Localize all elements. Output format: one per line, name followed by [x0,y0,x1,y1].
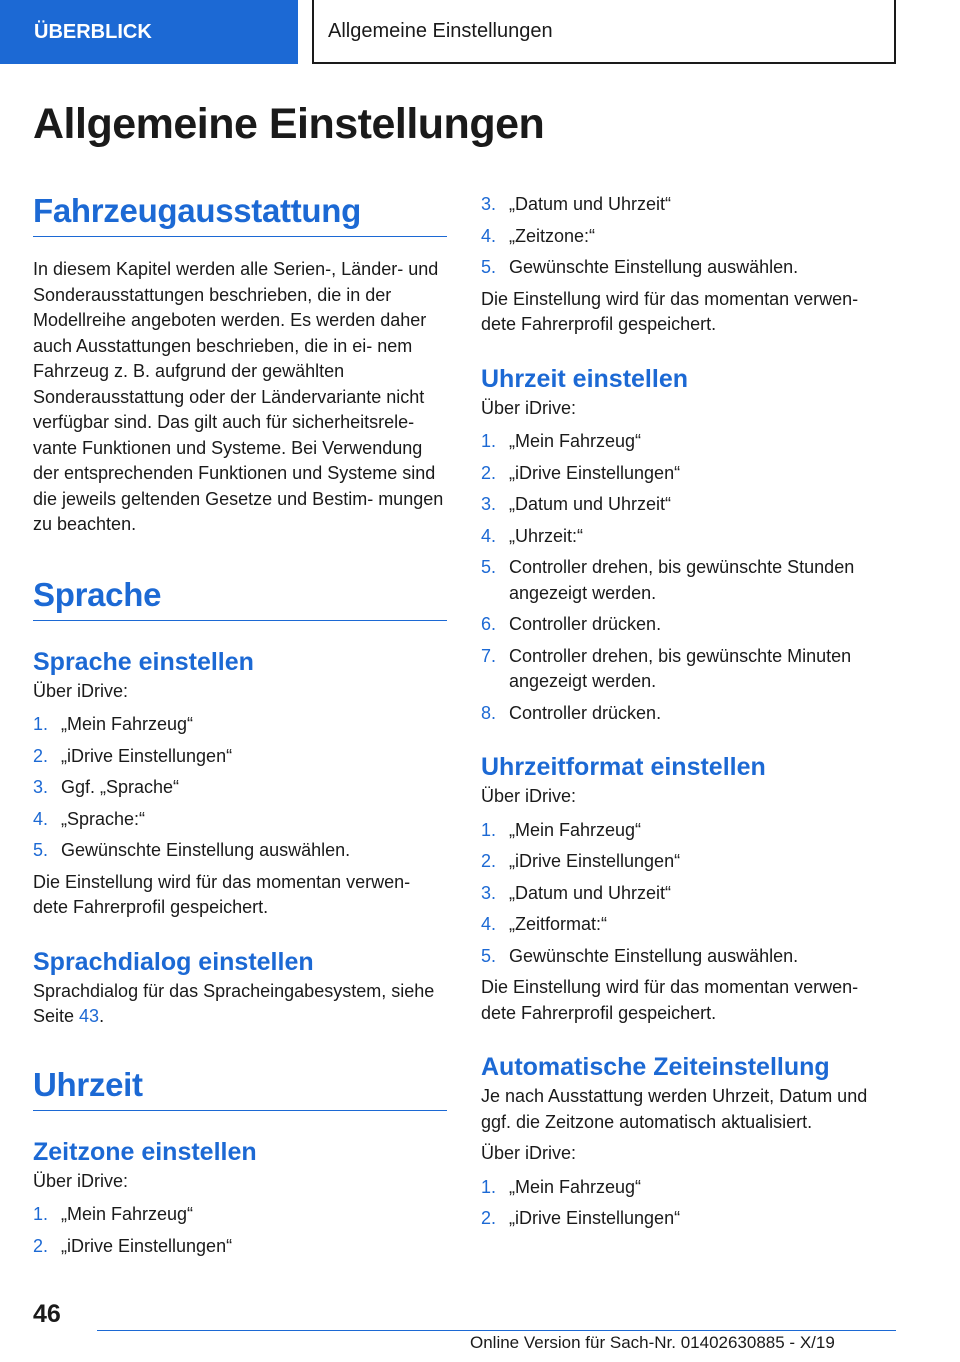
list-item [481,192,895,218]
step-number: 3. [481,194,497,214]
step-text: Controller drücken. [509,614,662,634]
heading-uhrzeit: Uhrzeit [33,1066,447,1111]
step-number: 5. [481,945,497,966]
step-text: „Mein Fahrzeug“ [509,1176,642,1197]
steps-sprache [33,712,447,864]
paragraph-automatische-zeiteinstellung: Je nach Ausstattung werden Uhrzeit, Datum und ggf. die Zeitzone automatisch aktualisiert. [481,1086,868,1132]
list-item [481,881,895,907]
step-number: 3. [481,882,497,903]
step-number: 3. [33,777,49,797]
step-text: „iDrive Einstellungen“ [509,851,681,871]
step-number: 6. [481,614,497,634]
steps-zeitzone-continued [481,192,895,281]
footer-online-version: Online Version für Sach-Nr. 01402630885 - X/19 [470,1333,835,1352]
list-item [33,712,447,738]
step-text: Controller drehen, bis gewünschte Stunden angezeigt werden. [509,557,855,603]
heading-sprachdialog: Sprachdialog einstellen [33,947,314,976]
steps-zeitzone [33,1202,447,1259]
step-text: „Datum und Uhrzeit“ [509,194,672,214]
steps-uhrzeit [481,429,895,726]
step-text: „iDrive Einstellungen“ [61,745,233,766]
step-number: 8. [481,702,497,723]
heading-automatische-zeiteinstellung: Automatische Zeiteinstellung [481,1053,830,1081]
list-item [481,612,895,638]
page-title: Allgemeine Einstellungen [33,100,545,148]
note-sprache: Die Einstellung wird für das momentan verwen- dete Fahrerprofil gespeichert. [33,871,411,917]
step-number: 2. [481,462,497,483]
step-text: „Mein Fahrzeug“ [61,714,194,734]
step-number: 4. [33,808,49,829]
list-item [33,775,447,801]
intro-zeitzone: Über iDrive: [33,1170,129,1191]
step-number: 4. [481,914,497,934]
intro-sprache: Über iDrive: [33,680,129,701]
intro-automatische-zeiteinstellung: Über iDrive: [481,1143,577,1163]
list-item [481,912,895,938]
step-text: Gewünschte Einstellung auswählen. [509,257,799,277]
list-item [33,807,447,833]
heading-uhrzeitformat: Uhrzeitformat einstellen [481,753,766,781]
step-text: „iDrive Einstellungen“ [509,462,681,483]
step-number: 1. [481,819,497,840]
list-item [481,1175,895,1201]
step-text: „Zeitzone:“ [509,225,596,246]
step-text: „Mein Fahrzeug“ [61,1204,194,1224]
step-number: 2. [33,745,49,766]
section-tab[interactable]: ÜBERBLICK [0,0,298,64]
list-item [481,701,895,727]
list-item [33,1234,447,1260]
list-item [481,555,895,606]
step-text: „Datum und Uhrzeit“ [509,494,672,514]
step-text: Controller drücken. [509,702,662,723]
list-item [33,1202,447,1228]
step-text: „iDrive Einstellungen“ [61,1235,233,1256]
step-text: Gewünschte Einstellung auswählen. [509,945,799,966]
list-item [481,1206,895,1232]
right-column [481,192,895,1238]
list-item [481,849,895,875]
list-item [481,429,895,455]
step-number: 2. [481,1208,497,1228]
step-number: 1. [33,714,49,734]
step-text: Gewünschte Einstellung auswählen. [61,840,351,860]
list-item [481,461,895,487]
step-text: „Mein Fahrzeug“ [509,431,642,451]
step-number: 4. [481,525,497,546]
list-item [481,944,895,970]
list-item [33,744,447,770]
left-column [33,192,447,1265]
steps-automatische-zeiteinstellung [481,1175,895,1232]
step-number: 4. [481,225,497,246]
step-number: 2. [33,1235,49,1256]
step-number: 1. [481,1176,497,1197]
step-text: „Uhrzeit:“ [509,525,584,546]
intro-uhrzeit: Über iDrive: [481,397,577,418]
step-number: 1. [481,431,497,451]
heading-zeitzone: Zeitzone einstellen [33,1137,257,1166]
note-zeitzone: Die Einstellung wird für das momentan verwen- dete Fahrerprofil gespeichert. [481,288,859,334]
list-item [481,644,895,695]
list-item [481,524,895,550]
step-text: „Mein Fahrzeug“ [509,819,642,840]
page-number: 46 [33,1300,61,1328]
paragraph-sprachdialog [33,979,447,1030]
step-text: „Datum und Uhrzeit“ [509,882,672,903]
step-number: 5. [481,257,497,277]
list-item [481,224,895,250]
sprachdialog-end: . [99,1006,105,1026]
heading-sprache-einstellen: Sprache einstellen [33,647,254,676]
page-reference-link[interactable]: 43 [79,1006,100,1026]
step-number: 7. [481,645,497,666]
step-number: 5. [33,840,49,860]
list-item [481,492,895,518]
heading-uhrzeit-einstellen: Uhrzeit einstellen [481,364,688,393]
step-number: 5. [481,557,497,577]
steps-uhrzeitformat [481,818,895,970]
heading-sprache: Sprache [33,576,447,621]
intro-uhrzeitformat: Über iDrive: [481,786,577,806]
step-text: „Sprache:“ [61,808,146,829]
step-number: 1. [33,1204,49,1224]
step-text: „Zeitformat:“ [509,914,608,934]
list-item [33,838,447,864]
step-number: 2. [481,851,497,871]
step-number: 3. [481,494,497,514]
note-uhrzeitformat: Die Einstellung wird für das momentan verwen- dete Fahrerprofil gespeichert. [481,977,859,1023]
list-item [481,818,895,844]
heading-fahrzeugausstattung: Fahrzeugausstattung [33,192,447,237]
sprachdialog-text: Sprachdialog für das Spracheingabesystem, siehe Seite [33,980,435,1026]
paragraph-fahrzeugausstattung: In diesem Kapitel werden alle Serien-, Länder- und Sonderausstattungen beschrieben, die in der Modellreihe angeboten werden. Es werden daher auch Ausstattungen beschrieben, die in ei- nem Fahrzeug z. B. aufgrund der gewählten Sonderausstattung oder der Ländervariante nicht verfügbar sind. Das gilt auch für sicherheitsrele- vante Funktionen und Systeme. Bei Verwendung der entsprechenden Funktionen und Systeme sind die jeweils geltenden Gesetze und Bestim- mungen zu beachten. [33,259,444,534]
footer-divider [97,1330,896,1331]
list-item [481,255,895,281]
chapter-tab: Allgemeine Einstellungen [312,0,896,64]
step-text: Controller drehen, bis gewünschte Minuten angezeigt werden. [509,645,852,691]
step-text: „iDrive Einstellungen“ [509,1208,681,1228]
step-text: Ggf. „Sprache“ [61,777,180,797]
